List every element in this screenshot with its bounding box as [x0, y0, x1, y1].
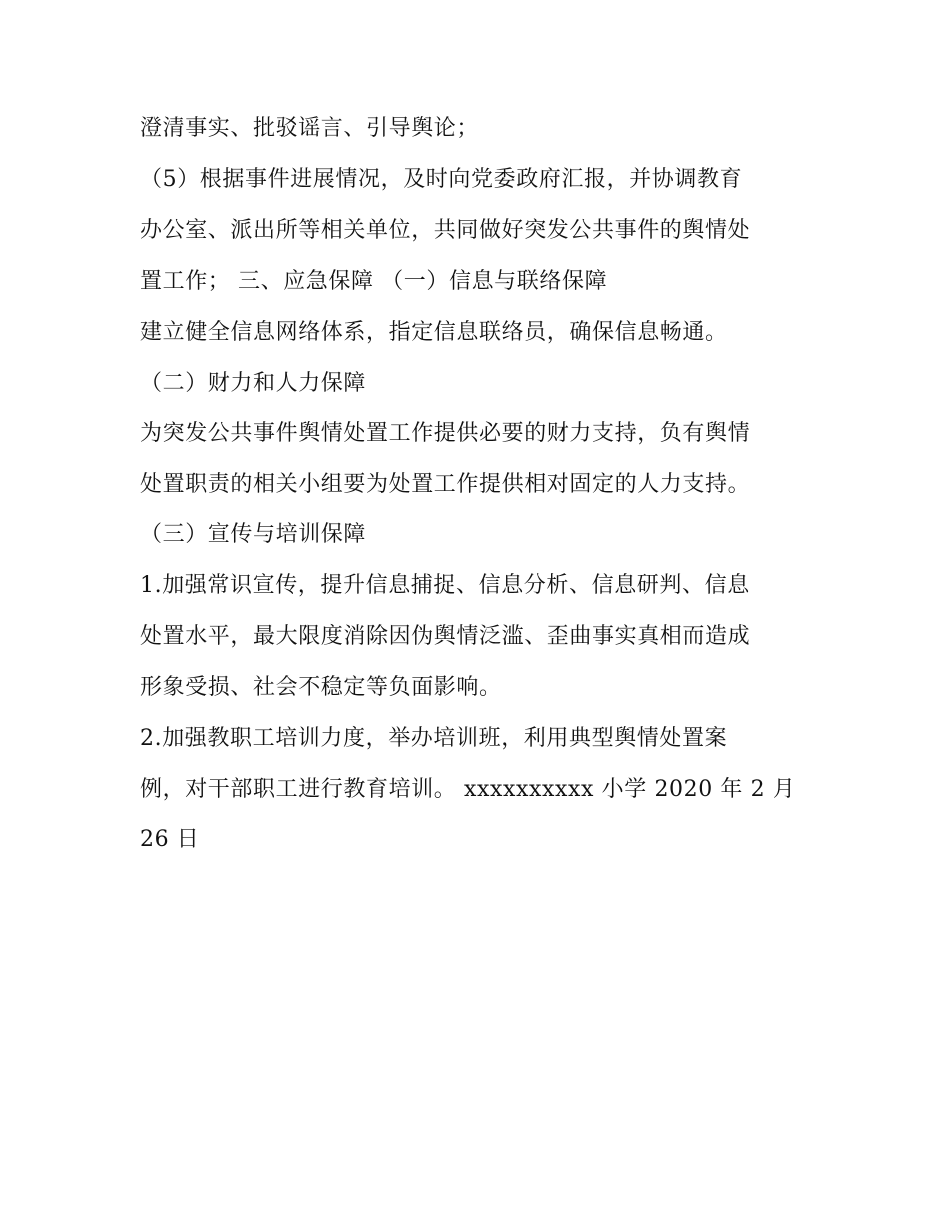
text-line: 26 日	[140, 827, 200, 852]
text-line: 形象受损、社会不稳定等负面影响。	[140, 675, 502, 700]
text-line: 处置职责的相关小组要为处置工作提供相对固定的人力支持。	[140, 472, 751, 497]
text-line: 2.加强教职工培训力度，举办培训班，利用典型舆情处置案	[140, 726, 728, 751]
text-line: 建立健全信息网络体系，指定信息联络员，确保信息畅通。	[140, 320, 728, 345]
text-line: 例，对干部职工进行教育培训。 xxxxxxxxxx 小学 2020 年 2 月	[140, 777, 796, 802]
text-line: 置工作； 三、应急保障 （一）信息与联络保障	[140, 269, 608, 294]
text-line: 办公室、派出所等相关单位，共同做好突发公共事件的舆情处	[140, 218, 751, 243]
text-line: （二）财力和人力保障	[140, 371, 367, 396]
text-line: （三）宣传与培训保障	[140, 522, 367, 547]
text-line: 澄清事实、批驳谣言、引导舆论；	[140, 116, 480, 141]
text-line: （5）根据事件进展情况，及时向党委政府汇报，并协调教育	[140, 167, 743, 192]
text-line: 处置水平，最大限度消除因伪舆情泛滥、歪曲事实真相而造成	[140, 624, 751, 649]
text-line: 为突发公共事件舆情处置工作提供必要的财力支持，负有舆情	[140, 421, 751, 446]
text-line: 1.加强常识宣传，提升信息捕捉、信息分析、信息研判、信息	[140, 573, 750, 598]
